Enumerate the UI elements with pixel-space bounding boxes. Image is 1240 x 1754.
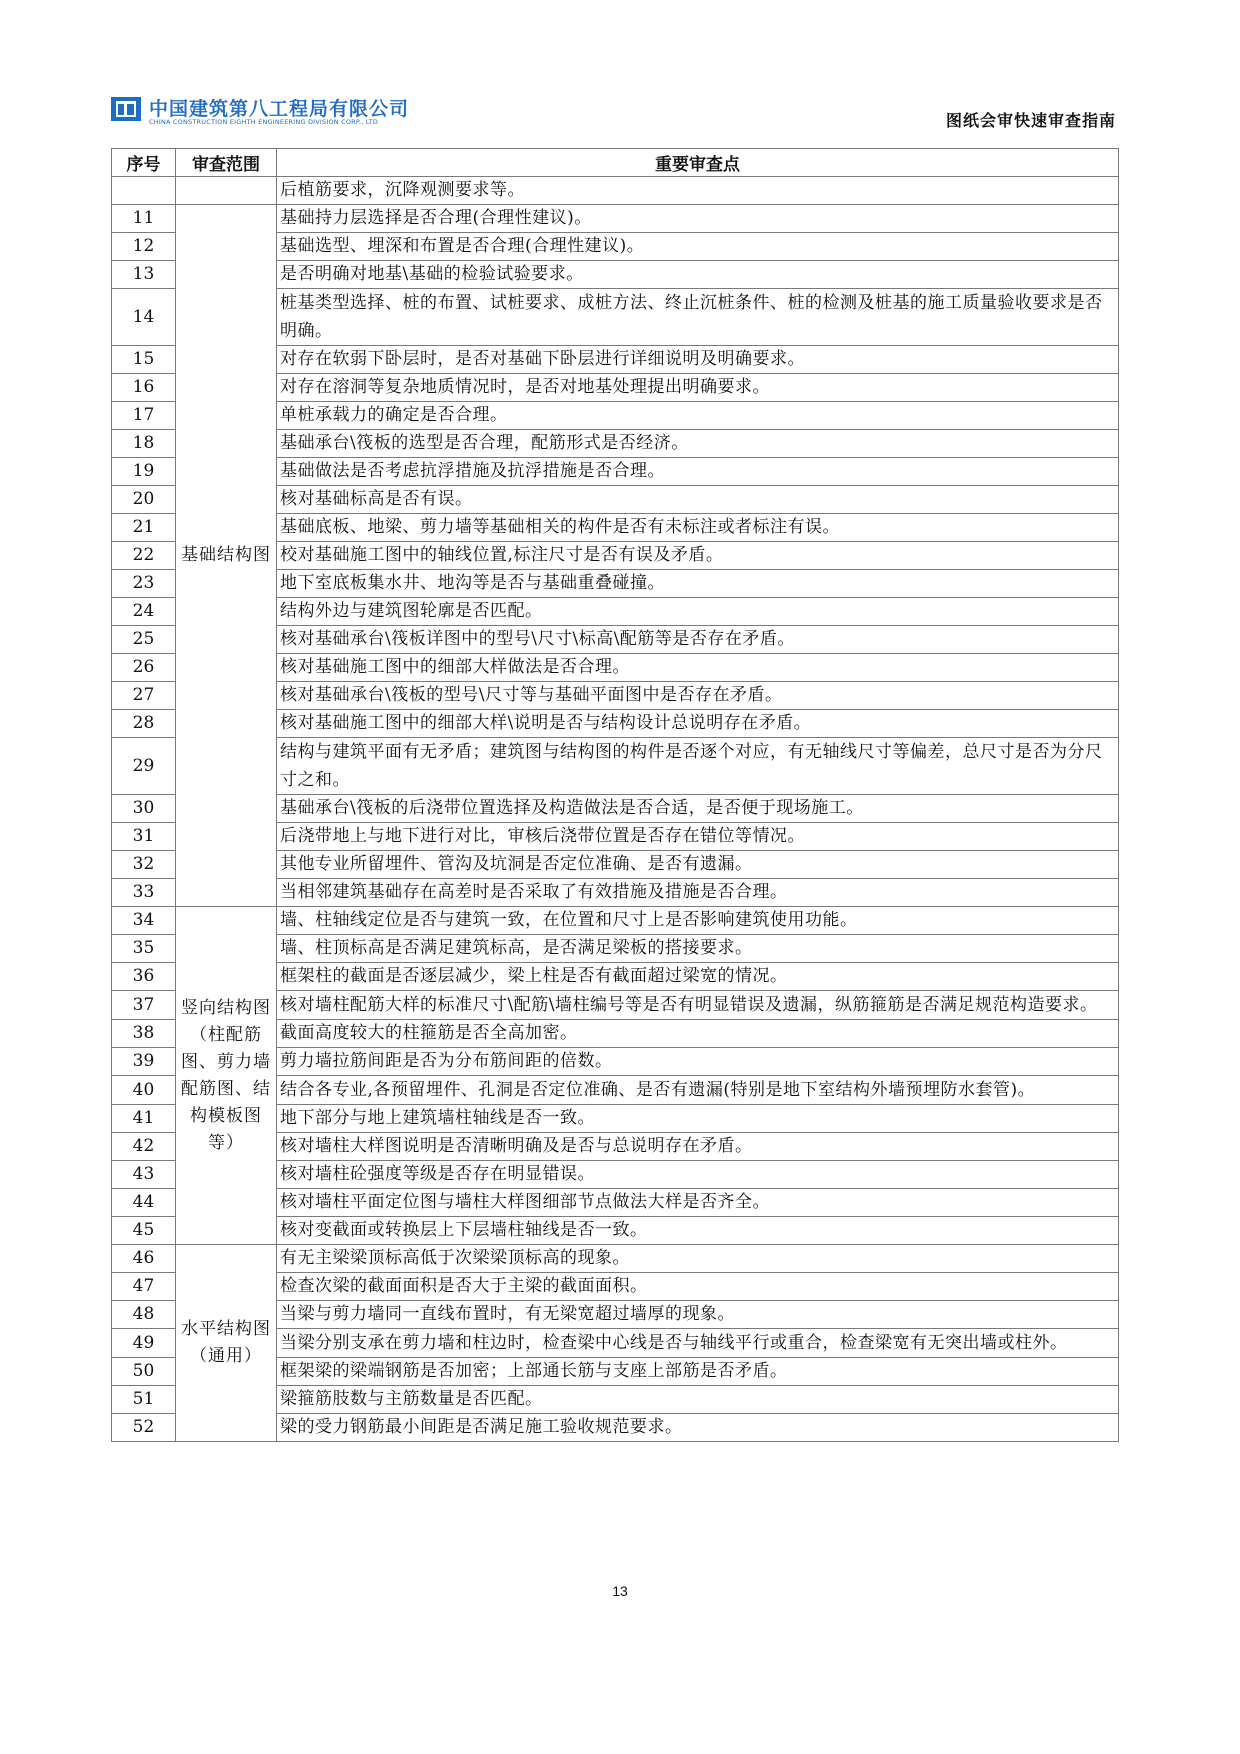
row-number: 25 bbox=[112, 626, 176, 654]
row-number: 41 bbox=[112, 1105, 176, 1133]
row-point: 框架柱的截面是否逐层减少，梁上柱是否有截面超过梁宽的情况。 bbox=[277, 963, 1119, 991]
column-header-number: 序号 bbox=[112, 149, 176, 177]
row-number: 27 bbox=[112, 682, 176, 710]
row-number: 48 bbox=[112, 1301, 176, 1329]
row-point: 截面高度较大的柱箍筋是否全高加密。 bbox=[277, 1020, 1119, 1048]
row-number: 29 bbox=[112, 738, 176, 795]
row-point: 地下室底板集水井、地沟等是否与基础重叠碰撞。 bbox=[277, 570, 1119, 598]
row-point: 核对墙柱配筋大样的标准尺寸\配筋\墙柱编号等是否有明显错误及遗漏，纵筋箍筋是否满足规范构造要求。 bbox=[277, 991, 1119, 1020]
row-point: 基础承台\筏板的后浇带位置选择及构造做法是否合适，是否便于现场施工。 bbox=[277, 795, 1119, 823]
row-number: 21 bbox=[112, 514, 176, 542]
cscec-logo-icon bbox=[111, 97, 141, 121]
row-number: 12 bbox=[112, 233, 176, 261]
row-number: 37 bbox=[112, 991, 176, 1020]
row-point: 校对基础施工图中的轴线位置,标注尺寸是否有误及矛盾。 bbox=[277, 542, 1119, 570]
row-point: 墙、柱顶标高是否满足建筑标高，是否满足梁板的搭接要求。 bbox=[277, 935, 1119, 963]
row-number: 17 bbox=[112, 402, 176, 430]
row-point: 对存在软弱下卧层时，是否对基础下卧层进行详细说明及明确要求。 bbox=[277, 346, 1119, 374]
row-number: 51 bbox=[112, 1386, 176, 1414]
row-point: 基础承台\筏板的选型是否合理，配筋形式是否经济。 bbox=[277, 430, 1119, 458]
row-point: 有无主梁梁顶标高低于次梁梁顶标高的现象。 bbox=[277, 1245, 1119, 1273]
row-number: 42 bbox=[112, 1133, 176, 1161]
row-scope: 水平结构图（通用） bbox=[176, 1245, 277, 1442]
row-number: 35 bbox=[112, 935, 176, 963]
row-number: 36 bbox=[112, 963, 176, 991]
row-scope: 竖向结构图（柱配筋图、剪力墙配筋图、结构模板图等） bbox=[176, 907, 277, 1245]
row-point: 桩基类型选择、桩的布置、试桩要求、成桩方法、终止沉桩条件、桩的检测及桩基的施工质量验收要求是否明确。 bbox=[277, 289, 1119, 346]
row-point: 核对墙柱大样图说明是否清晰明确及是否与总说明存在矛盾。 bbox=[277, 1133, 1119, 1161]
company-name-en: CHINA CONSTRUCTION EIGHTH ENGINEERING DIVISION CORP., LTD bbox=[149, 118, 379, 126]
page-number: 13 bbox=[612, 1583, 628, 1599]
row-point: 当相邻建筑基础存在高差时是否采取了有效措施及措施是否合理。 bbox=[277, 879, 1119, 907]
row-number: 47 bbox=[112, 1273, 176, 1301]
row-number: 38 bbox=[112, 1020, 176, 1048]
document-title: 图纸会审快速审查指南 bbox=[945, 111, 1116, 130]
row-point: 结合各专业,各预留埋件、孔洞是否定位准确、是否有遗漏(特别是地下室结构外墙预埋防水套管)。 bbox=[277, 1076, 1119, 1105]
row-number: 22 bbox=[112, 542, 176, 570]
row-point: 结构外边与建筑图轮廓是否匹配。 bbox=[277, 598, 1119, 626]
row-point: 核对墙柱平面定位图与墙柱大样图细部节点做法大样是否齐全。 bbox=[277, 1189, 1119, 1217]
table-body bbox=[112, 177, 1119, 1442]
table-row bbox=[112, 177, 1119, 205]
row-number: 43 bbox=[112, 1161, 176, 1189]
row-point: 剪力墙拉筋间距是否为分布筋间距的倍数。 bbox=[277, 1048, 1119, 1076]
row-scope bbox=[176, 177, 277, 205]
row-point: 地下部分与地上建筑墙柱轴线是否一致。 bbox=[277, 1105, 1119, 1133]
row-number bbox=[112, 177, 176, 205]
row-point: 核对基础标高是否有误。 bbox=[277, 486, 1119, 514]
row-point: 单桩承载力的确定是否合理。 bbox=[277, 402, 1119, 430]
row-point: 当梁分别支承在剪力墙和柱边时，检查梁中心线是否与轴线平行或重合，检查梁宽有无突出墙或柱外。 bbox=[277, 1329, 1119, 1358]
row-number: 49 bbox=[112, 1329, 176, 1358]
row-point: 后浇带地上与地下进行对比，审核后浇带位置是否存在错位等情况。 bbox=[277, 823, 1119, 851]
row-number: 46 bbox=[112, 1245, 176, 1273]
review-checklist-table bbox=[111, 148, 1119, 1442]
table-row bbox=[112, 1245, 1119, 1273]
row-number: 19 bbox=[112, 458, 176, 486]
row-number: 18 bbox=[112, 430, 176, 458]
row-number: 44 bbox=[112, 1189, 176, 1217]
row-number: 23 bbox=[112, 570, 176, 598]
row-point: 墙、柱轴线定位是否与建筑一致，在位置和尺寸上是否影响建筑使用功能。 bbox=[277, 907, 1119, 935]
row-number: 39 bbox=[112, 1048, 176, 1076]
row-point: 基础做法是否考虑抗浮措施及抗浮措施是否合理。 bbox=[277, 458, 1119, 486]
row-number: 50 bbox=[112, 1358, 176, 1386]
table-header-row bbox=[112, 149, 1119, 177]
row-scope: 基础结构图 bbox=[176, 205, 277, 907]
row-point: 当梁与剪力墙同一直线布置时，有无梁宽超过墙厚的现象。 bbox=[277, 1301, 1119, 1329]
row-point: 检查次梁的截面面积是否大于主梁的截面面积。 bbox=[277, 1273, 1119, 1301]
row-point: 是否明确对地基\基础的检验试验要求。 bbox=[277, 261, 1119, 289]
row-number: 16 bbox=[112, 374, 176, 402]
row-number: 32 bbox=[112, 851, 176, 879]
row-point: 梁的受力钢筋最小间距是否满足施工验收规范要求。 bbox=[277, 1414, 1119, 1442]
row-number: 11 bbox=[112, 205, 176, 233]
row-number: 13 bbox=[112, 261, 176, 289]
row-point: 核对墙柱砼强度等级是否存在明显错误。 bbox=[277, 1161, 1119, 1189]
row-point: 基础持力层选择是否合理(合理性建议)。 bbox=[277, 205, 1119, 233]
row-point: 梁箍筋肢数与主筋数量是否匹配。 bbox=[277, 1386, 1119, 1414]
column-header-scope: 审查范围 bbox=[176, 149, 277, 177]
row-number: 20 bbox=[112, 486, 176, 514]
row-number: 26 bbox=[112, 654, 176, 682]
row-point: 对存在溶洞等复杂地质情况时，是否对地基处理提出明确要求。 bbox=[277, 374, 1119, 402]
table-row bbox=[112, 907, 1119, 935]
row-number: 24 bbox=[112, 598, 176, 626]
row-point: 核对变截面或转换层上下层墙柱轴线是否一致。 bbox=[277, 1217, 1119, 1245]
row-point: 结构与建筑平面有无矛盾；建筑图与结构图的构件是否逐个对应，有无轴线尺寸等偏差，总尺寸是否为分尺寸之和。 bbox=[277, 738, 1119, 795]
row-point: 后植筋要求，沉降观测要求等。 bbox=[277, 177, 1119, 205]
row-point: 基础底板、地梁、剪力墙等基础相关的构件是否有未标注或者标注有误。 bbox=[277, 514, 1119, 542]
row-point: 核对基础施工图中的细部大样做法是否合理。 bbox=[277, 654, 1119, 682]
row-point: 基础选型、埋深和布置是否合理(合理性建议)。 bbox=[277, 233, 1119, 261]
row-point: 核对基础承台\筏板的型号\尺寸等与基础平面图中是否存在矛盾。 bbox=[277, 682, 1119, 710]
row-number: 15 bbox=[112, 346, 176, 374]
row-point: 核对基础承台\筏板详图中的型号\尺寸\标高\配筋等是否存在矛盾。 bbox=[277, 626, 1119, 654]
row-number: 33 bbox=[112, 879, 176, 907]
row-number: 30 bbox=[112, 795, 176, 823]
row-point: 核对基础施工图中的细部大样\说明是否与结构设计总说明存在矛盾。 bbox=[277, 710, 1119, 738]
row-number: 40 bbox=[112, 1076, 176, 1105]
row-number: 28 bbox=[112, 710, 176, 738]
row-number: 52 bbox=[112, 1414, 176, 1442]
row-number: 34 bbox=[112, 907, 176, 935]
company-name-cn: 中国建筑第八工程局有限公司 bbox=[149, 98, 410, 120]
row-point: 框架梁的梁端钢筋是否加密；上部通长筋与支座上部筋是否矛盾。 bbox=[277, 1358, 1119, 1386]
table-row bbox=[112, 205, 1119, 233]
page-header bbox=[111, 93, 1121, 133]
row-number: 31 bbox=[112, 823, 176, 851]
row-number: 14 bbox=[112, 289, 176, 346]
column-header-key-points: 重要审查点 bbox=[277, 149, 1119, 177]
row-point: 其他专业所留埋件、管沟及坑洞是否定位准确、是否有遗漏。 bbox=[277, 851, 1119, 879]
row-number: 45 bbox=[112, 1217, 176, 1245]
